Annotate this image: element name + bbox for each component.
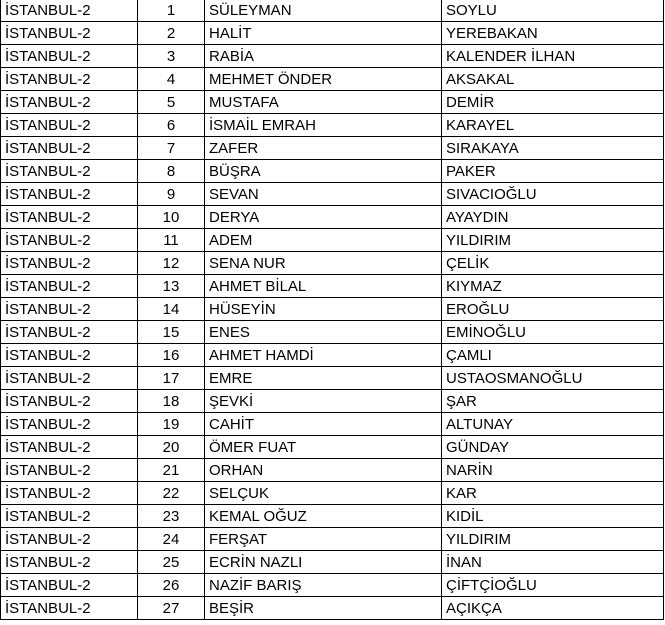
surname-cell: ÇELİK	[442, 252, 664, 275]
name-cell: RABİA	[205, 45, 442, 68]
province-cell: İSTANBUL-2	[1, 321, 138, 344]
table-row	[1, 0, 664, 22]
province-cell: İSTANBUL-2	[1, 22, 138, 45]
surname-cell: AYAYDIN	[442, 206, 664, 229]
province-cell: İSTANBUL-2	[1, 0, 138, 22]
number-cell: 6	[138, 114, 205, 137]
province-cell: İSTANBUL-2	[1, 574, 138, 597]
name-cell: BÜŞRA	[205, 160, 442, 183]
name-cell: SÜLEYMAN	[205, 0, 442, 22]
table-row	[1, 45, 664, 68]
table-row	[1, 298, 664, 321]
surname-cell: AKSAKAL	[442, 68, 664, 91]
name-cell: AHMET BİLAL	[205, 275, 442, 298]
table-row	[1, 459, 664, 482]
table-row	[1, 183, 664, 206]
table-row	[1, 367, 664, 390]
name-cell: CAHİT	[205, 413, 442, 436]
table-row	[1, 229, 664, 252]
province-cell: İSTANBUL-2	[1, 137, 138, 160]
surname-cell: USTAOSMANOĞLU	[442, 367, 664, 390]
province-cell: İSTANBUL-2	[1, 344, 138, 367]
province-cell: İSTANBUL-2	[1, 114, 138, 137]
surname-cell: NARİN	[442, 459, 664, 482]
table-row	[1, 344, 664, 367]
table-body	[1, 0, 664, 620]
number-cell: 24	[138, 528, 205, 551]
number-cell: 15	[138, 321, 205, 344]
surname-cell: İNAN	[442, 551, 664, 574]
province-cell: İSTANBUL-2	[1, 505, 138, 528]
table-row	[1, 252, 664, 275]
name-cell: HALİT	[205, 22, 442, 45]
number-cell: 11	[138, 229, 205, 252]
name-cell: ŞEVKİ	[205, 390, 442, 413]
surname-cell: SOYLU	[442, 0, 664, 22]
name-cell: HÜSEYİN	[205, 298, 442, 321]
surname-cell: SIVACIOĞLU	[442, 183, 664, 206]
province-cell: İSTANBUL-2	[1, 206, 138, 229]
number-cell: 16	[138, 344, 205, 367]
table-row	[1, 22, 664, 45]
surname-cell: KARAYEL	[442, 114, 664, 137]
table-row	[1, 482, 664, 505]
surname-cell: YILDIRIM	[442, 229, 664, 252]
table-row	[1, 551, 664, 574]
number-cell: 2	[138, 22, 205, 45]
table-row	[1, 68, 664, 91]
province-cell: İSTANBUL-2	[1, 459, 138, 482]
surname-cell: KAR	[442, 482, 664, 505]
table-row	[1, 206, 664, 229]
name-cell: ÖMER FUAT	[205, 436, 442, 459]
number-cell: 4	[138, 68, 205, 91]
province-cell: İSTANBUL-2	[1, 390, 138, 413]
number-cell: 14	[138, 298, 205, 321]
name-cell: ECRİN NAZLI	[205, 551, 442, 574]
province-cell: İSTANBUL-2	[1, 183, 138, 206]
surname-cell: AÇIKÇA	[442, 597, 664, 620]
number-cell: 12	[138, 252, 205, 275]
province-cell: İSTANBUL-2	[1, 436, 138, 459]
surname-cell: KIDİL	[442, 505, 664, 528]
province-cell: İSTANBUL-2	[1, 252, 138, 275]
number-cell: 17	[138, 367, 205, 390]
province-cell: İSTANBUL-2	[1, 528, 138, 551]
province-cell: İSTANBUL-2	[1, 45, 138, 68]
province-cell: İSTANBUL-2	[1, 275, 138, 298]
surname-cell: ŞAR	[442, 390, 664, 413]
name-cell: NAZİF BARIŞ	[205, 574, 442, 597]
province-cell: İSTANBUL-2	[1, 413, 138, 436]
name-cell: KEMAL OĞUZ	[205, 505, 442, 528]
province-cell: İSTANBUL-2	[1, 160, 138, 183]
surname-cell: ALTUNAY	[442, 413, 664, 436]
surname-cell: KIYMAZ	[442, 275, 664, 298]
province-cell: İSTANBUL-2	[1, 68, 138, 91]
name-cell: ORHAN	[205, 459, 442, 482]
name-cell: BEŞİR	[205, 597, 442, 620]
province-cell: İSTANBUL-2	[1, 482, 138, 505]
number-cell: 8	[138, 160, 205, 183]
province-cell: İSTANBUL-2	[1, 597, 138, 620]
name-cell: ZAFER	[205, 137, 442, 160]
name-cell: FERŞAT	[205, 528, 442, 551]
name-cell: MEHMET ÖNDER	[205, 68, 442, 91]
surname-cell: PAKER	[442, 160, 664, 183]
surname-cell: EROĞLU	[442, 298, 664, 321]
table-row	[1, 413, 664, 436]
table-row	[1, 114, 664, 137]
number-cell: 7	[138, 137, 205, 160]
number-cell: 10	[138, 206, 205, 229]
number-cell: 26	[138, 574, 205, 597]
number-cell: 27	[138, 597, 205, 620]
table-row	[1, 137, 664, 160]
number-cell: 1	[138, 0, 205, 22]
table-row	[1, 528, 664, 551]
name-cell: SEVAN	[205, 183, 442, 206]
surname-cell: SIRAKAYA	[442, 137, 664, 160]
number-cell: 22	[138, 482, 205, 505]
number-cell: 21	[138, 459, 205, 482]
name-cell: İSMAİL EMRAH	[205, 114, 442, 137]
table-row	[1, 574, 664, 597]
table-row	[1, 275, 664, 298]
province-cell: İSTANBUL-2	[1, 551, 138, 574]
surname-cell: ÇİFTÇİOĞLU	[442, 574, 664, 597]
table-row	[1, 436, 664, 459]
surname-cell: DEMİR	[442, 91, 664, 114]
province-cell: İSTANBUL-2	[1, 367, 138, 390]
name-cell: DERYA	[205, 206, 442, 229]
table-row	[1, 321, 664, 344]
table-row	[1, 597, 664, 620]
province-cell: İSTANBUL-2	[1, 91, 138, 114]
province-cell: İSTANBUL-2	[1, 298, 138, 321]
number-cell: 18	[138, 390, 205, 413]
surname-cell: EMİNOĞLU	[442, 321, 664, 344]
number-cell: 19	[138, 413, 205, 436]
name-cell: MUSTAFA	[205, 91, 442, 114]
surname-cell: ÇAMLI	[442, 344, 664, 367]
surname-cell: KALENDER İLHAN	[442, 45, 664, 68]
number-cell: 23	[138, 505, 205, 528]
surname-cell: YILDIRIM	[442, 528, 664, 551]
name-cell: ADEM	[205, 229, 442, 252]
number-cell: 3	[138, 45, 205, 68]
surname-cell: YEREBAKAN	[442, 22, 664, 45]
number-cell: 25	[138, 551, 205, 574]
table-row	[1, 91, 664, 114]
number-cell: 20	[138, 436, 205, 459]
surname-cell: GÜNDAY	[442, 436, 664, 459]
name-cell: SENA NUR	[205, 252, 442, 275]
number-cell: 9	[138, 183, 205, 206]
table-row	[1, 160, 664, 183]
name-cell: SELÇUK	[205, 482, 442, 505]
table-row	[1, 390, 664, 413]
name-cell: EMRE	[205, 367, 442, 390]
number-cell: 5	[138, 91, 205, 114]
table-row	[1, 505, 664, 528]
number-cell: 13	[138, 275, 205, 298]
province-cell: İSTANBUL-2	[1, 229, 138, 252]
name-cell: AHMET HAMDİ	[205, 344, 442, 367]
name-cell: ENES	[205, 321, 442, 344]
